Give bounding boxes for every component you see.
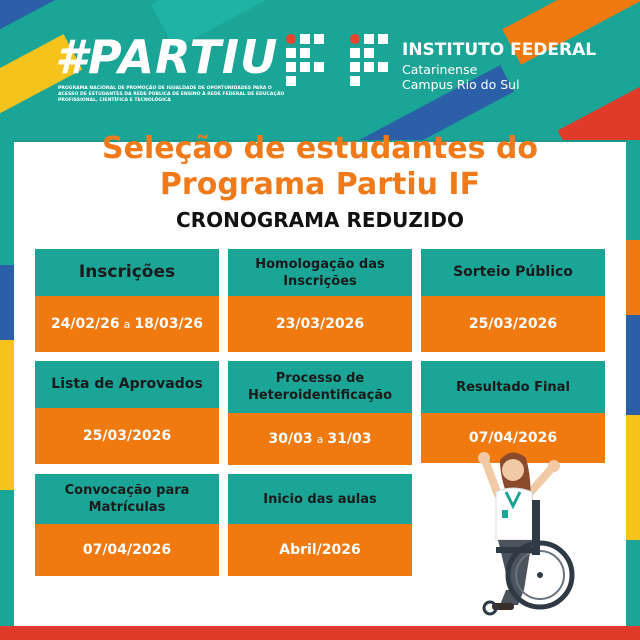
- schedule-label: Convocação para Matrículas: [35, 474, 219, 524]
- schedule-item-convocacao: [35, 474, 219, 576]
- schedule-date: 07/04/2026: [421, 413, 605, 463]
- partiu-grid-icon: [286, 34, 324, 86]
- schedule-label: Homologação das Inscrições: [228, 249, 412, 296]
- schedule-date: 24/02/26 a 18/03/26: [35, 296, 219, 352]
- page-title-line2: Programa Partiu IF: [159, 167, 481, 202]
- if-logo-icon: [350, 34, 388, 86]
- schedule-item-aprovados: [35, 361, 219, 464]
- institute-campus: Campus Rio do Sul: [402, 77, 520, 92]
- right-decor: [626, 140, 640, 640]
- schedule-date: 30/03 a 31/03: [228, 413, 412, 465]
- partiu-logo: #PARTIU: [55, 30, 279, 84]
- schedule-item-sorteio: [421, 249, 605, 352]
- schedule-item-heteroidentificacao: [228, 361, 412, 465]
- schedule-label: Resultado Final: [421, 361, 605, 413]
- student-wheelchair-illustration: [440, 440, 580, 620]
- schedule-item-inscricoes: [35, 249, 219, 352]
- bottom-band: [0, 626, 640, 640]
- schedule-date: 23/03/2026: [228, 296, 412, 352]
- schedule-date: Abril/2026: [228, 524, 412, 576]
- page-subtitle: CRONOGRAMA REDUZIDO: [176, 208, 464, 232]
- schedule-label: Lista de Aprovados: [35, 361, 219, 408]
- schedule-item-homologacao: [228, 249, 412, 352]
- schedule-date: 25/03/2026: [421, 296, 605, 352]
- schedule-label: Processo de Heteroidentificação: [228, 361, 412, 413]
- schedule-date: 07/04/2026: [35, 524, 219, 576]
- schedule-label: Inicio das aulas: [228, 474, 412, 524]
- institute-title: INSTITUTO FEDERAL: [402, 40, 597, 60]
- schedule-item-aulas: [228, 474, 412, 576]
- schedule-date: 25/03/2026: [35, 408, 219, 464]
- left-decor: [0, 140, 14, 640]
- page-title-line1: Seleção de estudantes do: [102, 131, 538, 166]
- partiu-logo-subtitle: PROGRAMA NACIONAL DE PROMOÇÃO DE IGUALDADE DE OPORTUNIDADES PARA O ACESSO DE ESTUDANTES DA REDE PÚBLICA DE ENSINO À REDE FEDERAL DE EDUCAÇÃO PROFISSIONAL, CIENTÍFICA E TECNOLÓGICA: [58, 86, 285, 103]
- schedule-label: Inscrições: [35, 249, 219, 296]
- decor-stripe: [558, 55, 640, 140]
- schedule-label: Sorteio Público: [421, 249, 605, 296]
- institute-subtitle: Catarinense: [402, 62, 478, 77]
